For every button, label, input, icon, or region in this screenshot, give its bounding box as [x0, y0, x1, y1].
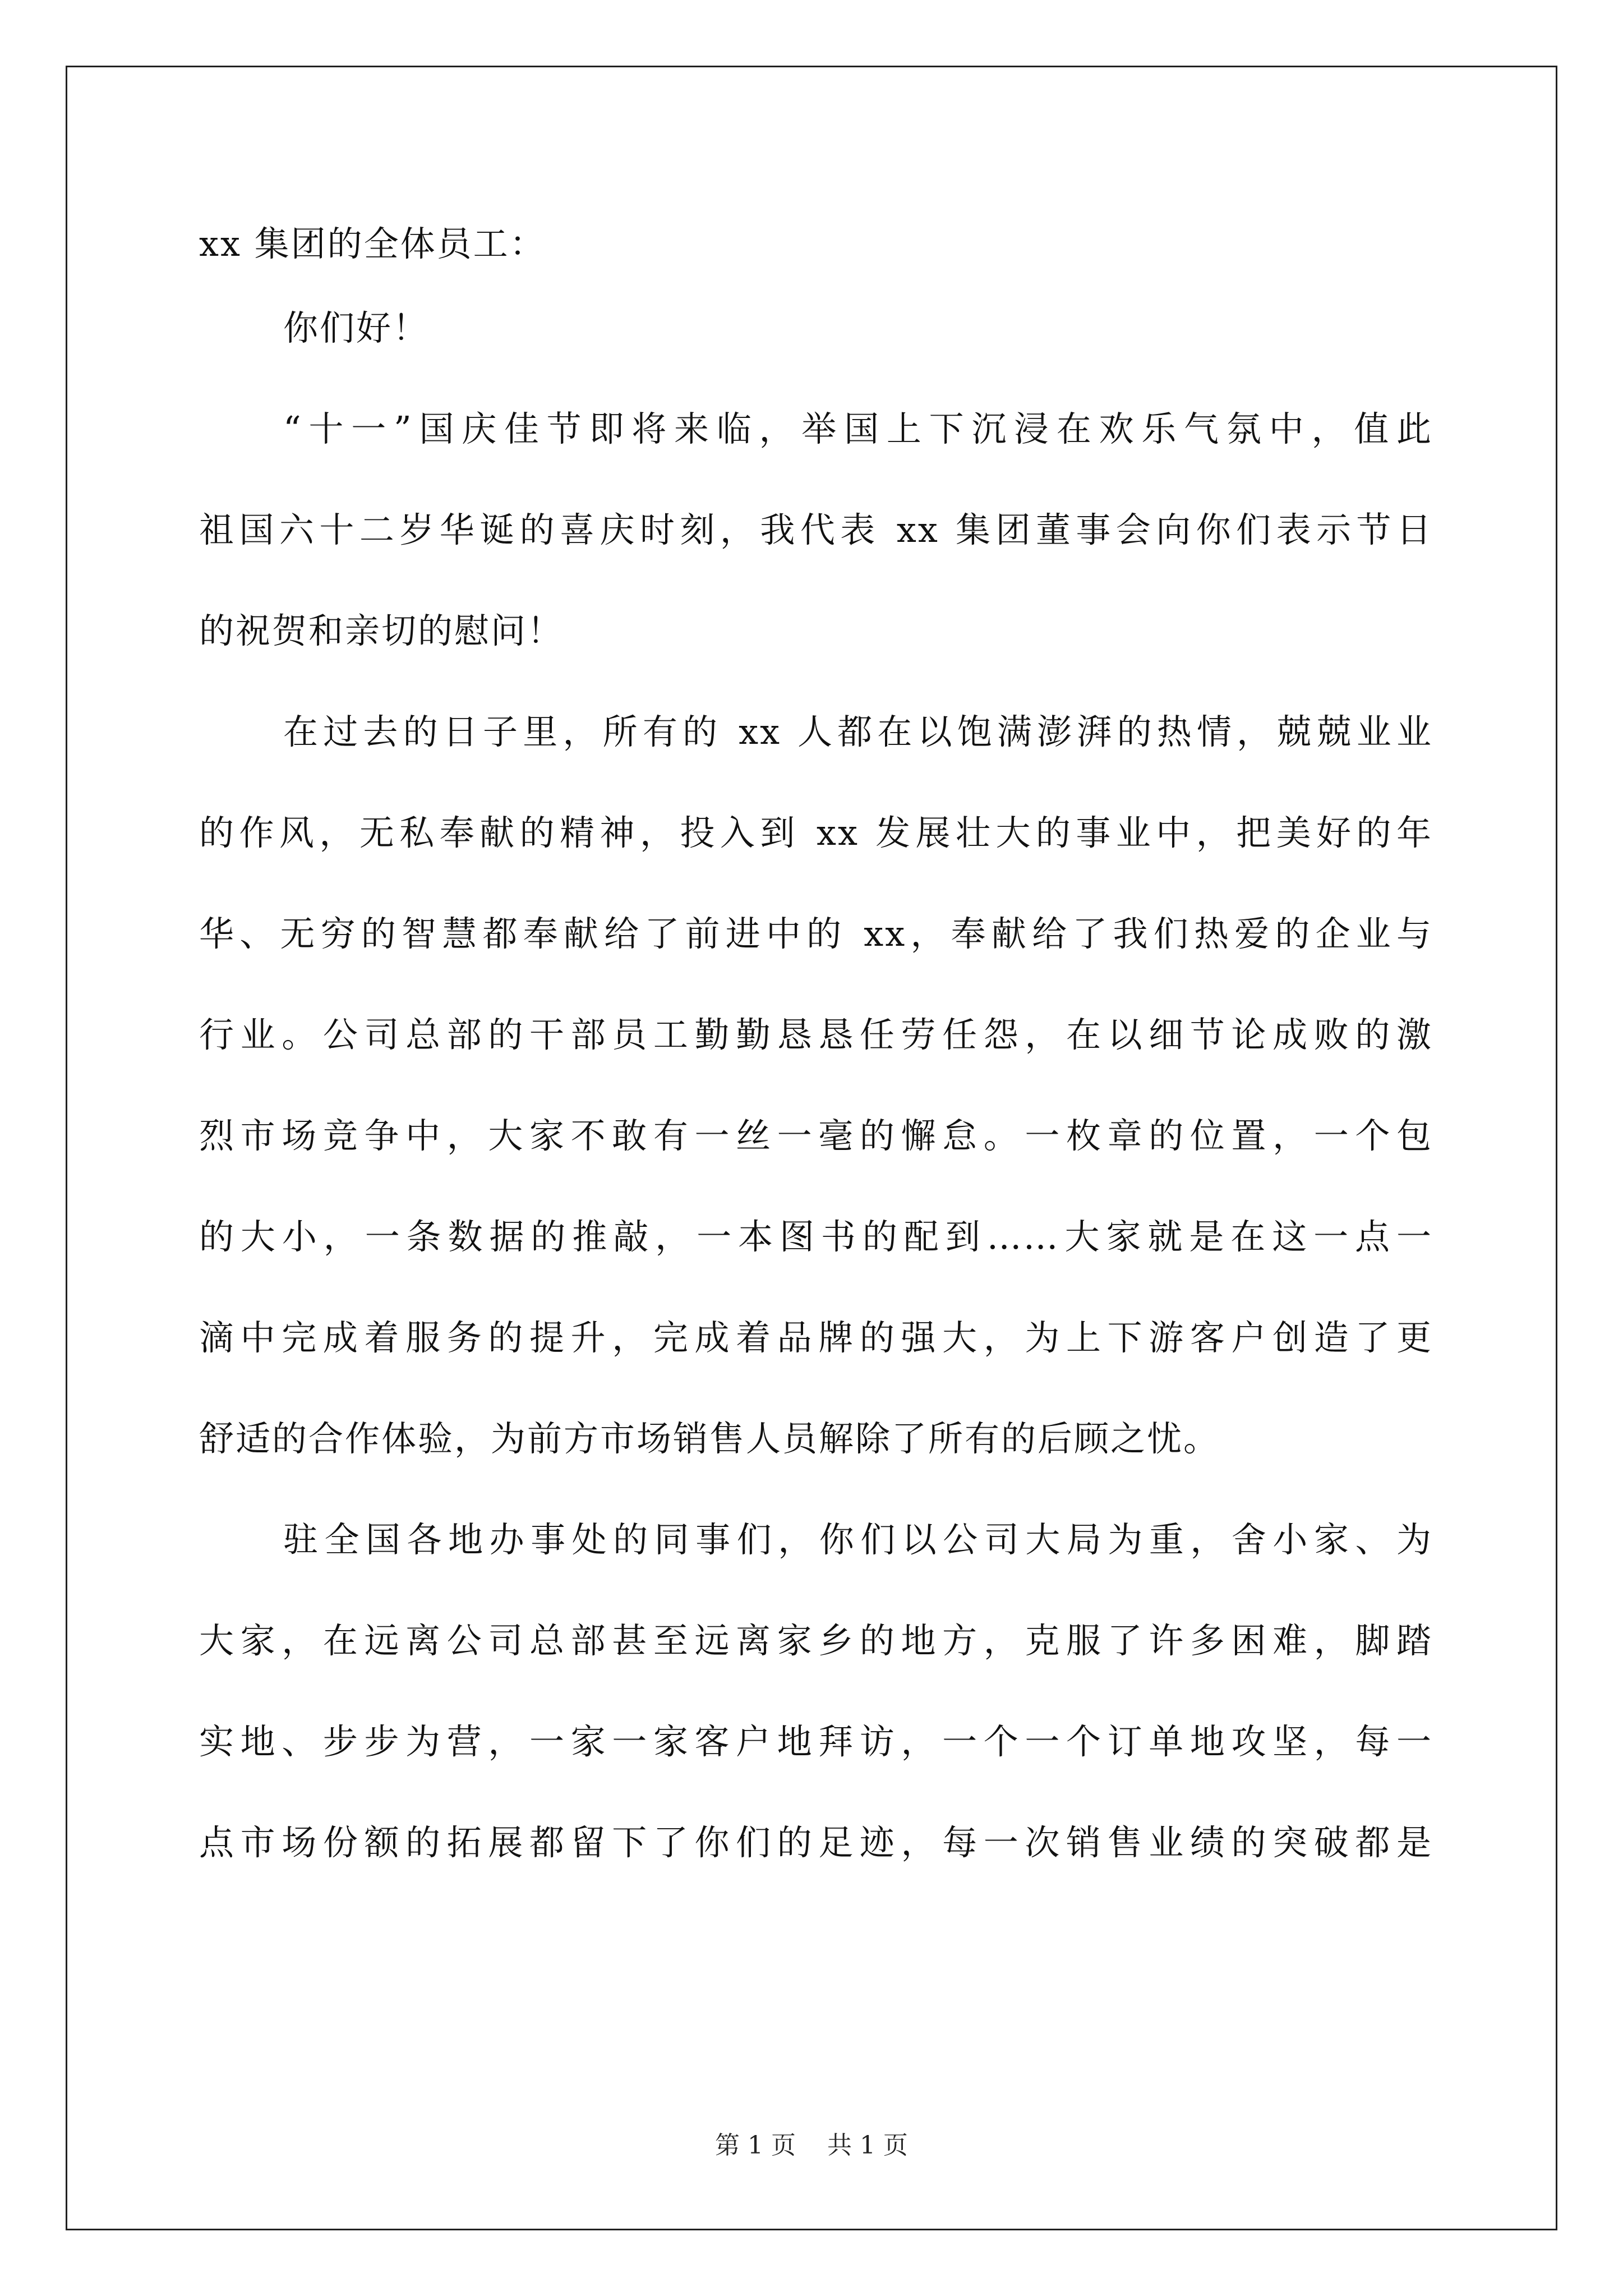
paragraph-line: 实地、步步为营，一家一家客户地拜访，一个一个订单地攻坚，每一 [199, 1721, 1433, 1762]
salutation: xx 集团的全体员工： [199, 223, 546, 264]
page-number: 第 1 页 [715, 2131, 796, 2160]
paragraph-line: “十一”国庆佳节即将来临，举国上下沉浸在欢乐气氛中，值此 [283, 408, 1433, 449]
paragraph-line: 滴中完成着服务的提升，完成着品牌的强大，为上下游客户创造了更 [199, 1317, 1433, 1358]
paragraph-line: 祖国六十二岁华诞的喜庆时刻，我代表 xx 集团董事会向你们表示节日 [199, 509, 1433, 550]
paragraph-line: 大家，在远离公司总部甚至远离家乡的地方，克服了许多困难，脚踏 [199, 1620, 1433, 1661]
paragraph-line: 的祝贺和亲切的慰问！ [199, 610, 564, 651]
paragraph-line: 的大小，一条数据的推敲，一本图书的配到……大家就是在这一点一 [199, 1216, 1433, 1257]
page-total: 共 1 页 [827, 2131, 908, 2160]
paragraph-line: 在过去的日子里，所有的 xx 人都在以饱满澎湃的热情，兢兢业业 [283, 711, 1433, 752]
paragraph-line: 的作风，无私奉献的精神，投入到 xx 发展壮大的事业中，把美好的年 [199, 812, 1433, 853]
paragraph-line: 行业。公司总部的干部员工勤勤恳恳任劳任怨，在以细节论成败的激 [199, 1014, 1433, 1055]
paragraph-line: 驻全国各地办事处的同事们，你们以公司大局为重，舍小家、为 [283, 1519, 1433, 1560]
paragraph-line: 点市场份额的拓展都留下了你们的足迹，每一次销售业绩的突破都是 [199, 1822, 1433, 1863]
paragraph-line: 华、无穷的智慧都奉献给了前进中的 xx，奉献给了我们热爱的企业与 [199, 913, 1433, 954]
page-footer [0, 2129, 1623, 2162]
paragraph-line: 舒适的合作体验，为前方市场销售人员解除了所有的后顾之忧。 [199, 1418, 1220, 1459]
paragraph-line: 烈市场竞争中，大家不敢有一丝一毫的懈怠。一枚章的位置，一个包 [199, 1115, 1433, 1156]
greeting: 你们好！ [283, 307, 430, 348]
